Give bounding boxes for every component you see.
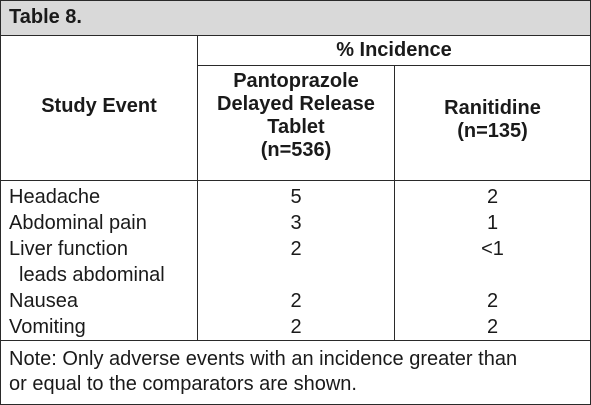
row-liver-function-pantoprazole: 2 [290, 238, 302, 260]
table-title: Table 8. [9, 6, 82, 28]
table-footnote-line-2: or equal to the comparators are shown. [9, 373, 357, 395]
row-nausea-pantoprazole: 2 [290, 290, 302, 312]
header-pantoprazole-line-1: Pantoprazole [233, 70, 359, 92]
row-vomiting-pantoprazole: 2 [290, 316, 302, 338]
table-footnote-line-1: Note: Only adverse events with an incidence greater than [9, 348, 518, 370]
table-title-bar [1, 1, 590, 36]
header-ranitidine-line-1: Ranitidine [444, 97, 541, 119]
row-vomiting-ranitidine: 2 [486, 316, 499, 338]
header-pantoprazole-line-3: Tablet [267, 116, 325, 138]
row-liver-function-ranitidine: <1 [481, 238, 504, 260]
row-nausea-ranitidine: 2 [486, 290, 499, 312]
header-ranitidine-line-2: (n=135) [457, 120, 528, 142]
row-liver-function-event-cont: leads abdominal [19, 264, 165, 286]
header-ranitidine [395, 97, 590, 143]
row-vomiting-event: Vomiting [9, 316, 86, 338]
row-abdominal-pain-ranitidine: 1 [486, 212, 499, 234]
row-headache-event: Headache [9, 186, 101, 208]
incidence-underline [197, 65, 590, 66]
row-abdominal-pain-pantoprazole: 3 [290, 212, 302, 234]
row-nausea-event: Nausea [9, 290, 78, 312]
header-pantoprazole [198, 70, 394, 162]
header-pantoprazole-line-4: (n=536) [260, 139, 332, 161]
header-pantoprazole-line-2: Delayed Release [217, 93, 375, 115]
body-bottom-line [1, 340, 590, 341]
header-incidence: % Incidence [336, 39, 452, 61]
row-headache-ranitidine: 2 [486, 186, 499, 208]
row-abdominal-pain-event: Abdominal pain [9, 212, 147, 234]
header-bottom-line [1, 180, 590, 181]
header-study-event: Study Event [41, 95, 157, 117]
table-footnote [9, 347, 584, 397]
row-liver-function-event: Liver function [9, 238, 128, 260]
row-headache-pantoprazole: 5 [290, 186, 302, 208]
